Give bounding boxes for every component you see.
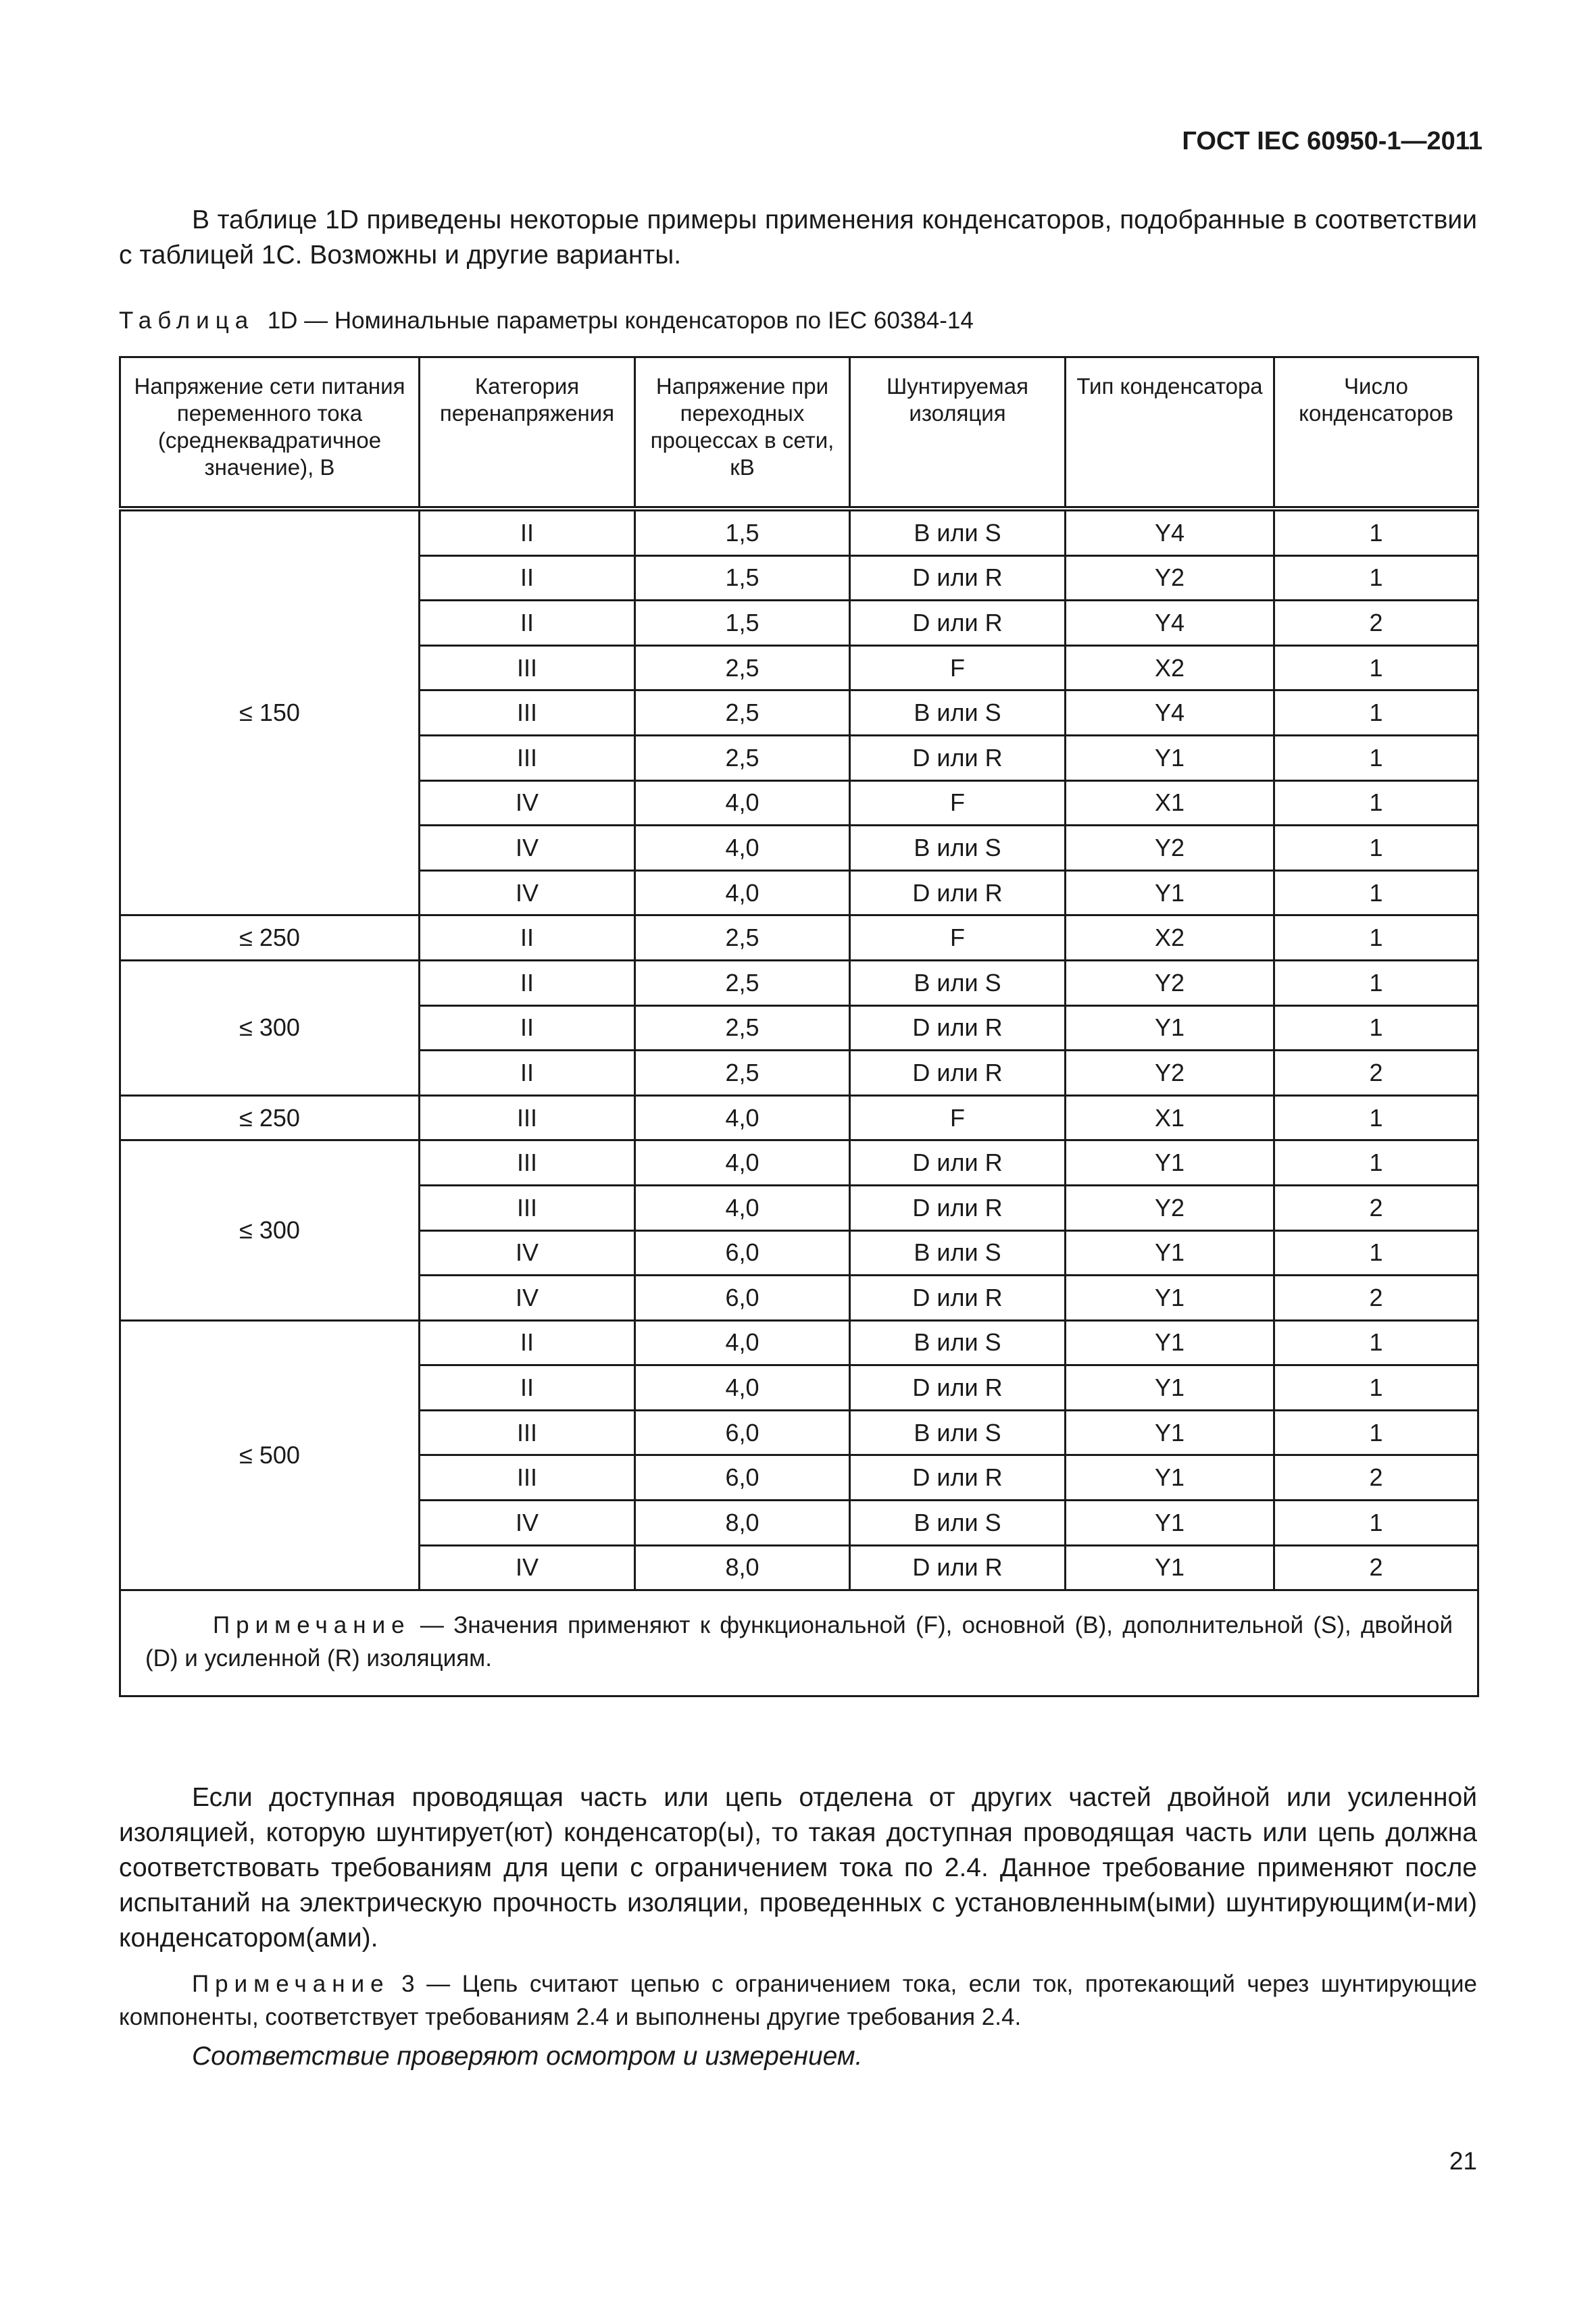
capacitor-type-cell: Y1 (1066, 1005, 1274, 1051)
capacitor-count-cell: 1 (1274, 1320, 1478, 1365)
capacitor-count-cell: 1 (1274, 1365, 1478, 1411)
capacitor-type-cell: Y2 (1066, 960, 1274, 1005)
overvoltage-category-cell: III (420, 1095, 635, 1140)
overvoltage-category-cell: III (420, 645, 635, 690)
transient-voltage-cell: 4,0 (635, 780, 850, 826)
capacitor-type-cell: Y1 (1066, 1501, 1274, 1546)
capacitor-type-cell: Y2 (1066, 555, 1274, 601)
transient-voltage-cell: 4,0 (635, 1185, 850, 1230)
transient-voltage-cell: 1,5 (635, 601, 850, 646)
overvoltage-category-cell: III (420, 690, 635, 736)
mains-voltage-cell: ≤ 300 (120, 1140, 420, 1320)
capacitor-type-cell: X1 (1066, 780, 1274, 826)
transient-voltage-cell: 2,5 (635, 735, 850, 780)
transient-voltage-cell: 2,5 (635, 690, 850, 736)
transient-voltage-cell: 4,0 (635, 1095, 850, 1140)
capacitor-count-cell: 1 (1274, 1410, 1478, 1455)
capacitor-count-cell: 1 (1274, 1140, 1478, 1186)
table-row (120, 1095, 1478, 1140)
capacitor-type-cell: Y4 (1066, 690, 1274, 736)
capacitor-type-cell: X1 (1066, 1095, 1274, 1140)
page-number: 21 (1449, 2147, 1477, 2175)
capacitor-count-cell: 1 (1274, 1230, 1478, 1276)
capacitor-type-cell: Y1 (1066, 1365, 1274, 1411)
transient-voltage-cell: 4,0 (635, 1320, 850, 1365)
bridged-insulation-cell: В или S (850, 509, 1066, 555)
table-caption-label: Таблица (119, 307, 255, 334)
capacitor-count-cell: 1 (1274, 1005, 1478, 1051)
overvoltage-category-cell: IV (420, 870, 635, 915)
overvoltage-category-cell: IV (420, 1545, 635, 1590)
bridged-insulation-cell: D или R (850, 1276, 1066, 1321)
header-capacitor-type: Тип конденсатора (1066, 357, 1274, 509)
bridged-insulation-cell: В или S (850, 1410, 1066, 1455)
table-caption (119, 307, 974, 334)
transient-voltage-cell: 8,0 (635, 1501, 850, 1546)
intro-paragraph: В таблице 1D приведены некоторые примеры применения конденсаторов, подобранные в соответствии с таблицей 1С. Возможны и другие варианты. (119, 205, 1477, 270)
overvoltage-category-cell: IV (420, 1501, 635, 1546)
overvoltage-category-cell: II (420, 1320, 635, 1365)
mains-voltage-cell: ≤ 500 (120, 1320, 420, 1590)
capacitor-count-cell: 1 (1274, 1501, 1478, 1546)
capacitor-count-cell: 1 (1274, 555, 1478, 601)
capacitor-type-cell: Y4 (1066, 601, 1274, 646)
bridged-insulation-cell: F (850, 780, 1066, 826)
capacitor-type-cell: Y2 (1066, 1051, 1274, 1096)
compliance-statement: Соответствие проверяют осмотром и измерением. (192, 2042, 863, 2071)
bridged-insulation-cell: D или R (850, 1005, 1066, 1051)
transient-voltage-cell: 4,0 (635, 1365, 850, 1411)
table-row (120, 1140, 1478, 1186)
overvoltage-category-cell: II (420, 1365, 635, 1411)
capacitor-count-cell: 1 (1274, 915, 1478, 961)
bridged-insulation-cell: D или R (850, 1455, 1066, 1501)
overvoltage-category-cell: IV (420, 780, 635, 826)
bridged-insulation-cell: F (850, 915, 1066, 961)
overvoltage-category-cell: III (420, 1410, 635, 1455)
note-3-label: Примечание (192, 1971, 390, 1997)
bridged-insulation-cell: D или R (850, 735, 1066, 780)
transient-voltage-cell: 6,0 (635, 1276, 850, 1321)
overvoltage-category-cell: II (420, 601, 635, 646)
transient-voltage-cell: 1,5 (635, 555, 850, 601)
header-overvoltage-category: Категория перенапряжения (420, 357, 635, 509)
bridged-insulation-cell: В или S (850, 826, 1066, 871)
transient-voltage-cell: 2,5 (635, 960, 850, 1005)
mains-voltage-cell: ≤ 150 (120, 509, 420, 915)
capacitor-table (119, 356, 1479, 1697)
capacitor-type-cell: Y1 (1066, 1276, 1274, 1321)
capacitor-type-cell: Y1 (1066, 1140, 1274, 1186)
capacitor-type-cell: Y1 (1066, 735, 1274, 780)
transient-voltage-cell: 6,0 (635, 1455, 850, 1501)
bridged-insulation-cell: D или R (850, 555, 1066, 601)
capacitor-count-cell: 2 (1274, 1545, 1478, 1590)
bridged-insulation-cell: В или S (850, 960, 1066, 1005)
bridged-insulation-cell: D или R (850, 1545, 1066, 1590)
header-mains-voltage: Напряжение сети питания переменного тока (среднеквадратичное значение), В (120, 357, 420, 509)
table-caption-text: 1D — Номинальные параметры конденсаторов по IEC 60384-14 (267, 307, 974, 334)
capacitor-type-cell: Y1 (1066, 1230, 1274, 1276)
bridged-insulation-cell: D или R (850, 1140, 1066, 1186)
mains-voltage-cell: ≤ 250 (120, 1095, 420, 1140)
overvoltage-category-cell: II (420, 1051, 635, 1096)
overvoltage-category-cell: IV (420, 826, 635, 871)
capacitor-count-cell: 1 (1274, 509, 1478, 555)
bridged-insulation-cell: В или S (850, 1501, 1066, 1546)
table-note-text: — Значения применяют к функциональной (F), основной (В), дополнительной (S), двойной (D) и усиленной (R) изоляциям. (145, 1612, 1453, 1672)
overvoltage-category-cell: II (420, 555, 635, 601)
bridged-insulation-cell: D или R (850, 1051, 1066, 1096)
overvoltage-category-cell: IV (420, 1230, 635, 1276)
capacitor-type-cell: Y1 (1066, 1545, 1274, 1590)
capacitor-type-cell: Y4 (1066, 509, 1274, 555)
transient-voltage-cell: 2,5 (635, 915, 850, 961)
capacitor-type-cell: Y1 (1066, 1455, 1274, 1501)
table-note-row (120, 1590, 1478, 1696)
capacitor-type-cell: Y2 (1066, 826, 1274, 871)
capacitor-count-cell: 1 (1274, 645, 1478, 690)
transient-voltage-cell: 2,5 (635, 1005, 850, 1051)
capacitor-count-cell: 1 (1274, 826, 1478, 871)
capacitor-count-cell: 1 (1274, 1095, 1478, 1140)
capacitor-type-cell: Y1 (1066, 870, 1274, 915)
transient-voltage-cell: 6,0 (635, 1230, 850, 1276)
note-3 (119, 1967, 1477, 2034)
capacitor-count-cell: 2 (1274, 601, 1478, 646)
overvoltage-category-cell: II (420, 1005, 635, 1051)
mains-voltage-cell: ≤ 300 (120, 960, 420, 1095)
capacitor-count-cell: 1 (1274, 690, 1478, 736)
capacitor-count-cell: 2 (1274, 1185, 1478, 1230)
bridged-insulation-cell: В или S (850, 690, 1066, 736)
table-note (120, 1590, 1478, 1696)
capacitor-count-cell: 1 (1274, 780, 1478, 826)
transient-voltage-cell: 6,0 (635, 1410, 850, 1455)
capacitor-count-cell: 2 (1274, 1276, 1478, 1321)
capacitor-type-cell: X2 (1066, 915, 1274, 961)
overvoltage-category-cell: IV (420, 1276, 635, 1321)
overvoltage-category-cell: II (420, 915, 635, 961)
bridged-insulation-cell: В или S (850, 1230, 1066, 1276)
overvoltage-category-cell: III (420, 1140, 635, 1186)
overvoltage-category-cell: III (420, 735, 635, 780)
header-capacitor-count: Число конденсаторов (1274, 357, 1478, 509)
body-paragraph: Если доступная проводящая часть или цепь отделена от других частей двойной или усиленной изоляцией, которую шунтирует(ют) конденсатор(ы), то такая доступная проводящая часть или цепь должна соответствовать требованиям для цепи с ограничением тока по 2.4. Данное требование применяют после испытаний на электрическую прочность изоляции, проведенных с установленным(ыми) шунтирующим(и-ми) конденсатором(ами). (119, 1783, 1477, 1953)
capacitor-type-cell: Y2 (1066, 1185, 1274, 1230)
bridged-insulation-cell: D или R (850, 1365, 1066, 1411)
table-row (120, 960, 1478, 1005)
bridged-insulation-cell: F (850, 1095, 1066, 1140)
table-header-row (120, 357, 1478, 509)
table-row (120, 915, 1478, 961)
transient-voltage-cell: 2,5 (635, 645, 850, 690)
capacitor-count-cell: 1 (1274, 870, 1478, 915)
capacitor-type-cell: Y1 (1066, 1410, 1274, 1455)
note-3-text: 3 — Цепь считают цепью с ограничением тока, если ток, протекающий через шунтирующие компоненты, соответствует требованиям 2.4 и выполнены другие требования 2.4. (119, 1971, 1477, 2030)
bridged-insulation-cell: D или R (850, 1185, 1066, 1230)
capacitor-count-cell: 2 (1274, 1051, 1478, 1096)
bridged-insulation-cell: D или R (850, 870, 1066, 915)
transient-voltage-cell: 8,0 (635, 1545, 850, 1590)
bridged-insulation-cell: В или S (850, 1320, 1066, 1365)
mains-voltage-cell: ≤ 250 (120, 915, 420, 961)
capacitor-count-cell: 2 (1274, 1455, 1478, 1501)
header-transient-voltage: Напряжение при переходных процессах в сети, кВ (635, 357, 850, 509)
transient-voltage-cell: 2,5 (635, 1051, 850, 1096)
overvoltage-category-cell: II (420, 509, 635, 555)
table-note-label: Примечание (213, 1612, 411, 1639)
capacitor-count-cell: 1 (1274, 960, 1478, 1005)
header-bridged-insulation: Шунтируемая изоляция (850, 357, 1066, 509)
transient-voltage-cell: 4,0 (635, 826, 850, 871)
overvoltage-category-cell: II (420, 960, 635, 1005)
document-code: ГОСТ IEC 60950-1—2011 (1182, 127, 1482, 155)
capacitor-type-cell: Y1 (1066, 1320, 1274, 1365)
bridged-insulation-cell: D или R (850, 601, 1066, 646)
capacitor-count-cell: 1 (1274, 735, 1478, 780)
transient-voltage-cell: 4,0 (635, 1140, 850, 1186)
table-row (120, 1320, 1478, 1365)
transient-voltage-cell: 4,0 (635, 870, 850, 915)
table-row (120, 509, 1478, 555)
overvoltage-category-cell: III (420, 1185, 635, 1230)
overvoltage-category-cell: III (420, 1455, 635, 1501)
transient-voltage-cell: 1,5 (635, 509, 850, 555)
bridged-insulation-cell: F (850, 645, 1066, 690)
capacitor-type-cell: X2 (1066, 645, 1274, 690)
